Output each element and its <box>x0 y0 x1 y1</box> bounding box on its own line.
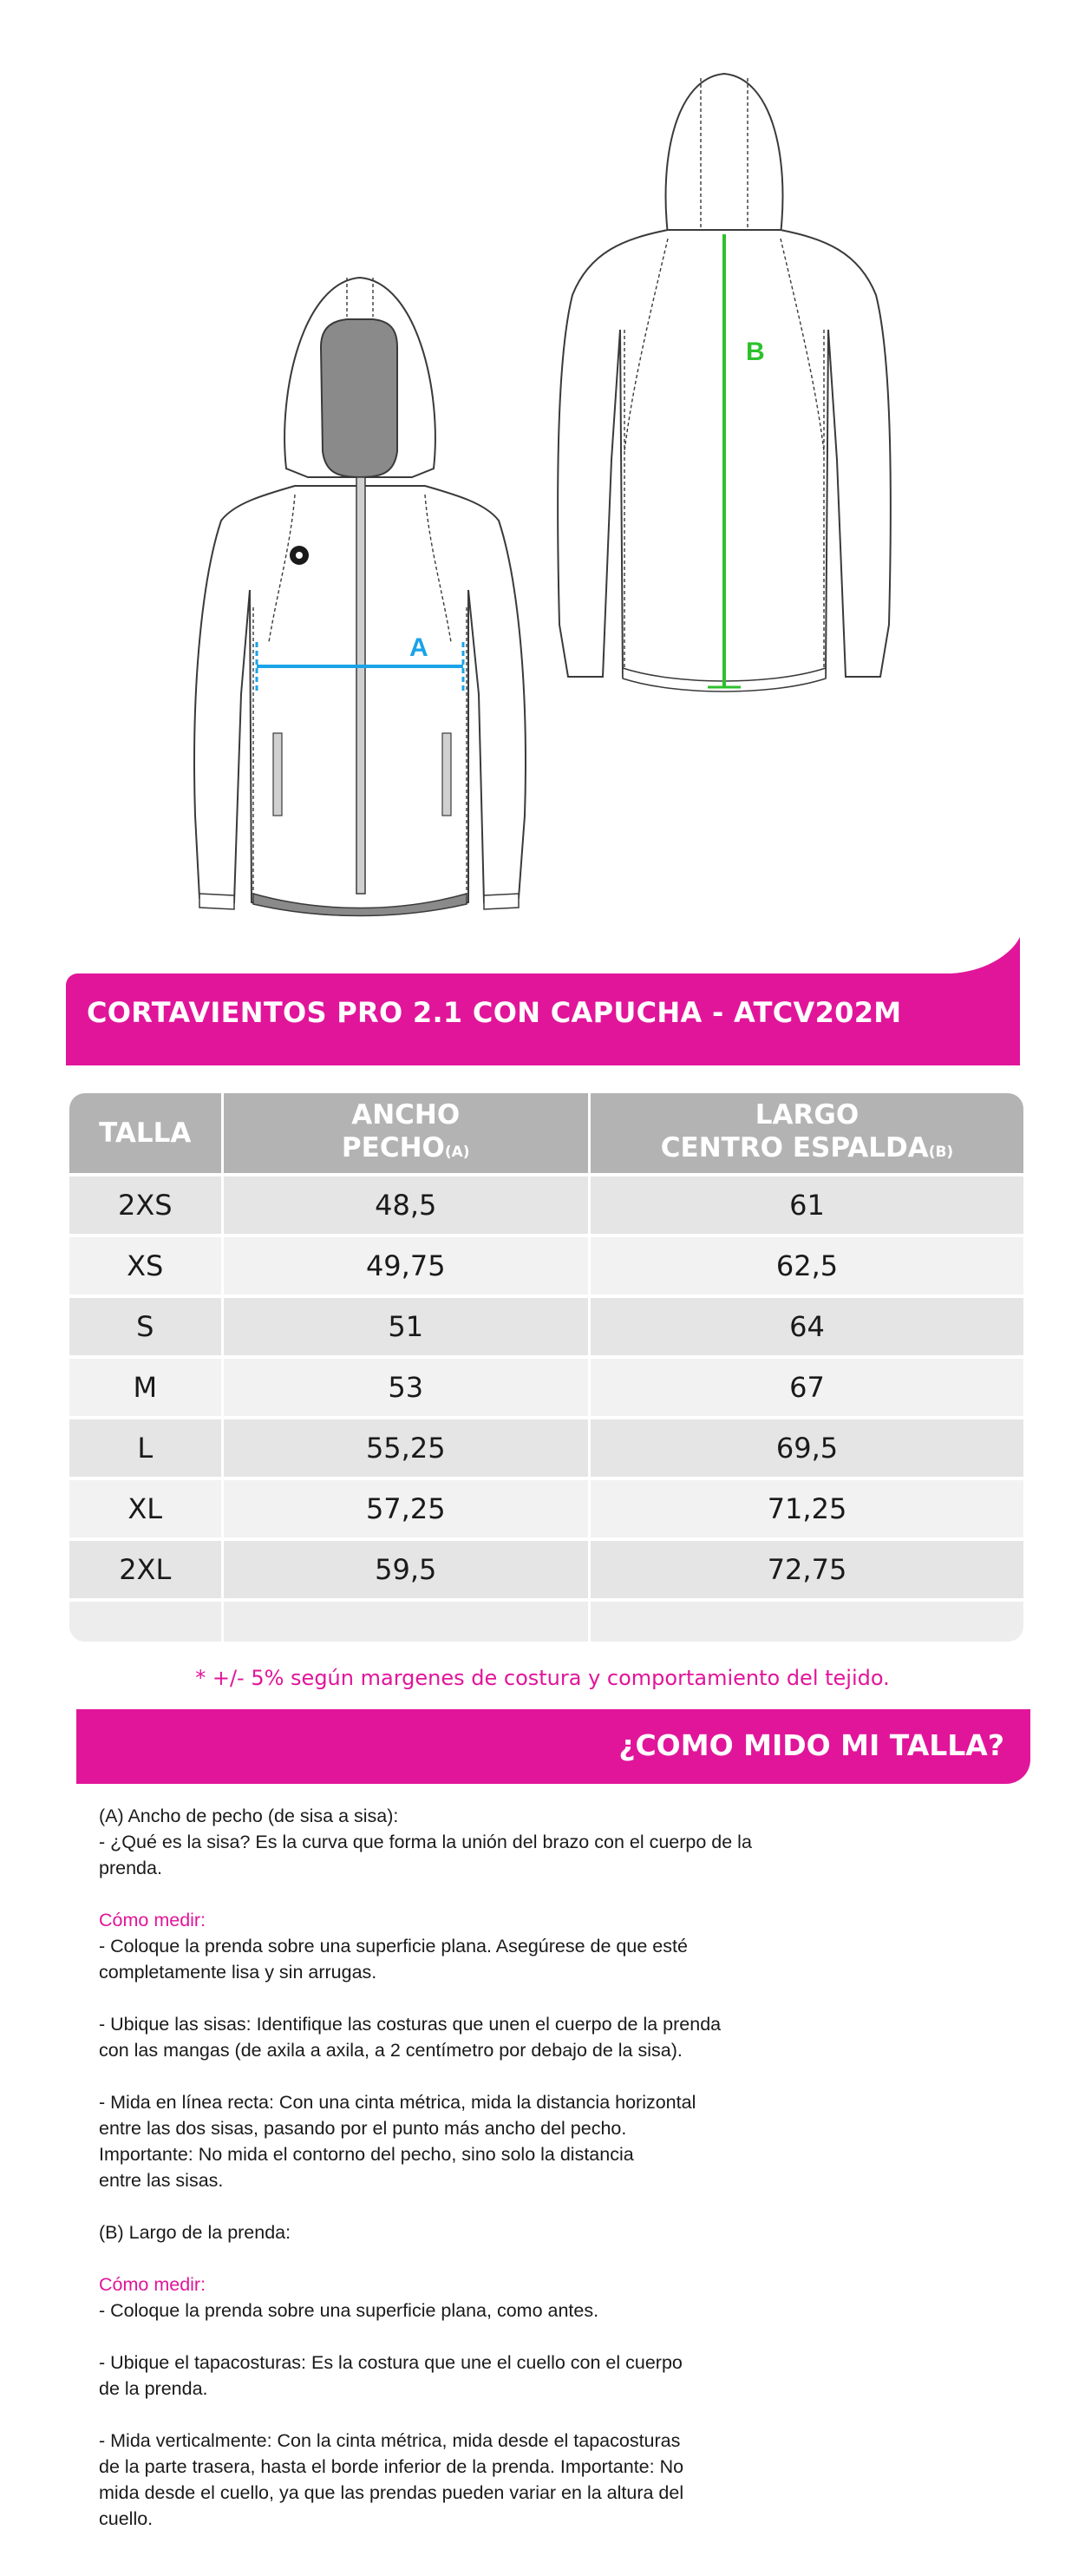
table-row <box>69 1175 1023 1236</box>
cell-largo: 64 <box>590 1296 1024 1357</box>
back-jacket-illustration <box>538 69 919 711</box>
table-row <box>69 1236 1023 1296</box>
cell-largo: 71,25 <box>590 1478 1024 1539</box>
header-talla: TALLA <box>69 1093 222 1175</box>
instruction-b-step3: - Mida verticalmente: Con la cinta métrica, mida desde el tapacosturas de la parte trasera, hasta el borde inferior de la prenda. Importante: No mida desde el cuello, ya que las prendas pueden variar en la altura del cuello. <box>99 2430 684 2529</box>
cell-talla: 2XS <box>69 1175 222 1236</box>
table-row <box>69 1539 1023 1600</box>
table-header-row <box>69 1093 1023 1175</box>
cell-talla: XL <box>69 1478 222 1539</box>
cell-ancho: 53 <box>222 1357 590 1418</box>
instruction-b-how: Cómo medir: - Coloque la prenda sobre una superficie plana, como antes. <box>99 2274 599 2321</box>
cell-largo: 69,5 <box>590 1418 1024 1478</box>
header-largo-centro-espalda: LARGO CENTRO ESPALDA(B) <box>590 1093 1024 1175</box>
measure-title: ¿COMO MIDO MI TALLA? <box>618 1728 1004 1762</box>
cell-largo: 67 <box>590 1357 1024 1418</box>
measure-a-label: A <box>409 633 428 662</box>
table-row <box>69 1478 1023 1539</box>
brand-logo-icon <box>290 546 309 565</box>
cell-largo: 62,5 <box>590 1236 1024 1296</box>
table-row <box>69 1296 1023 1357</box>
cell-ancho: 48,5 <box>222 1175 590 1236</box>
cell-ancho: 57,25 <box>222 1478 590 1539</box>
cell-talla: S <box>69 1296 222 1357</box>
product-title: CORTAVIENTOS PRO 2.1 CON CAPUCHA - ATCV202M <box>87 996 902 1029</box>
tolerance-note: * +/- 5% según margenes de costura y comportamiento del tejido. <box>195 1666 890 1690</box>
instruction-a-how: Cómo medir: - Coloque la prenda sobre una superficie plana. Asegúrese de que esté completamente lisa y sin arrugas. <box>99 1910 688 1983</box>
front-jacket-illustration <box>173 260 555 920</box>
instruction-b: (B) Largo de la prenda: <box>99 2222 291 2243</box>
cell-ancho: 59,5 <box>222 1539 590 1600</box>
measure-instructions <box>99 1803 810 2558</box>
cell-ancho: 55,25 <box>222 1418 590 1478</box>
cell-largo: 61 <box>590 1175 1024 1236</box>
cell-talla: L <box>69 1418 222 1478</box>
cell-talla: 2XL <box>69 1539 222 1600</box>
measure-banner <box>76 1709 1030 1784</box>
table-row-empty <box>69 1600 1023 1642</box>
measure-b-label: B <box>746 338 765 366</box>
cell-ancho: 51 <box>222 1296 590 1357</box>
instruction-b-step2: - Ubique el tapacosturas: Es la costura que une el cuello con el cuerpo de la prenda. <box>99 2352 683 2399</box>
table-row <box>69 1418 1023 1478</box>
cell-talla: M <box>69 1357 222 1418</box>
cell-ancho: 49,75 <box>222 1236 590 1296</box>
instruction-a: (A) Ancho de pecho (de sisa a sisa): - ¿Qué es la sisa? Es la curva que forma la unión del brazo con el cuerpo de la prenda. <box>99 1806 752 1878</box>
size-table <box>69 1093 1023 1642</box>
instruction-a-step2: - Ubique las sisas: Identifique las costuras que unen el cuerpo de la prenda con las mangas (de axila a axila, a 2 centímetro por debajo de la sisa). <box>99 2014 722 2061</box>
instruction-a-step3: - Mida en línea recta: Con una cinta métrica, mida la distancia horizontal entre las dos sisas, pasando por el punto más ancho del pecho. Importante: No mida el contorno del pecho, sino solo la distancia entre las sisas. <box>99 2092 696 2191</box>
cell-talla: XS <box>69 1236 222 1296</box>
table-row <box>69 1357 1023 1418</box>
header-ancho-pecho: ANCHO PECHO(A) <box>222 1093 590 1175</box>
cell-largo: 72,75 <box>590 1539 1024 1600</box>
